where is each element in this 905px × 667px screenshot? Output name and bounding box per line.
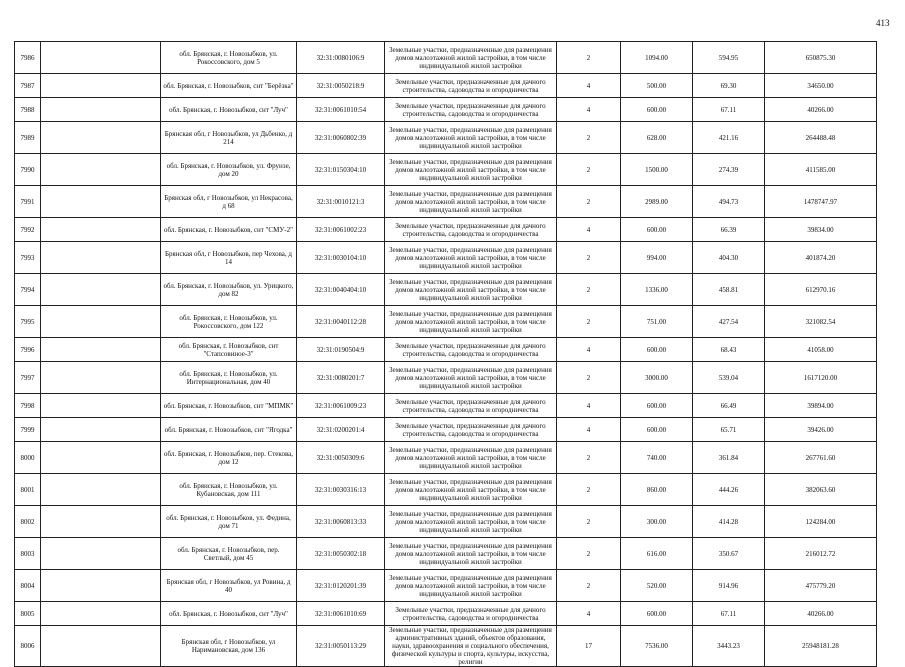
- table-row: [15, 122, 877, 154]
- row-number-cell: 8006: [15, 626, 41, 667]
- use-code-cell: 2: [557, 242, 621, 274]
- row-number-cell: 7986: [15, 42, 41, 74]
- row-number-cell: 8005: [15, 602, 41, 626]
- use-code-cell: 4: [557, 98, 621, 122]
- spacer-cell: [41, 242, 161, 274]
- cadastral-value-cell: 41058.00: [765, 338, 877, 362]
- cadastral-number-cell: 32:31:0050309:6: [297, 442, 385, 474]
- table-row: [15, 418, 877, 442]
- land-use-cell: Земельные участки, предназначенные для дачного строительства, садоводства и огородничества: [385, 418, 557, 442]
- spacer-cell: [41, 538, 161, 570]
- address-cell: обл. Брянская, г. Новозыбков, ул. Фрунзе, дом 20: [161, 154, 297, 186]
- spacer-cell: [41, 338, 161, 362]
- cadastral-number-cell: 32:31:0060813:33: [297, 506, 385, 538]
- spacer-cell: [41, 602, 161, 626]
- specific-value-cell: 539.04: [693, 362, 765, 394]
- address-cell: обл. Брянская, г. Новозыбков, снт "Ягодка": [161, 418, 297, 442]
- specific-value-cell: 66.49: [693, 394, 765, 418]
- table-row: [15, 394, 877, 418]
- spacer-cell: [41, 218, 161, 242]
- row-number-cell: 7997: [15, 362, 41, 394]
- address-cell: обл. Брянская, г. Новозыбков, ул. Рокоссовского, дом 122: [161, 306, 297, 338]
- land-use-cell: Земельные участки, предназначенные для размещения домов малоэтажной жилой застройки, в том числе индивидуальной жилой застройки: [385, 506, 557, 538]
- spacer-cell: [41, 394, 161, 418]
- address-cell: Брянская обл, г Новозыбков, ул Ровина, д 40: [161, 570, 297, 602]
- area-cell: 1336.00: [621, 274, 693, 306]
- specific-value-cell: 361.84: [693, 442, 765, 474]
- land-use-cell: Земельные участки, предназначенные для дачного строительства, садоводства и огородничества: [385, 98, 557, 122]
- use-code-cell: 4: [557, 338, 621, 362]
- use-code-cell: 4: [557, 394, 621, 418]
- cadastral-number-cell: 32:31:0060802:39: [297, 122, 385, 154]
- cadastral-number-cell: 32:31:0061010:54: [297, 98, 385, 122]
- row-number-cell: 7998: [15, 394, 41, 418]
- table-row: [15, 306, 877, 338]
- land-use-cell: Земельные участки, предназначенные для размещения домов малоэтажной жилой застройки, в том числе индивидуальной жилой застройки: [385, 442, 557, 474]
- land-use-cell: Земельные участки, предназначенные для размещения домов малоэтажной жилой застройки, в том числе индивидуальной жилой застройки: [385, 42, 557, 74]
- cadastral-value-cell: 1617120.00: [765, 362, 877, 394]
- address-cell: обл. Брянская, г. Новозыбков, снт "Стапсовиное-3": [161, 338, 297, 362]
- cadastral-value-cell: 39834.00: [765, 218, 877, 242]
- cadastral-number-cell: 32:31:0080106:9: [297, 42, 385, 74]
- cadastral-number-cell: 32:31:0030316:13: [297, 474, 385, 506]
- land-use-cell: Земельные участки, предназначенные для размещения домов малоэтажной жилой застройки, в том числе индивидуальной жилой застройки: [385, 186, 557, 218]
- cadastral-value-cell: 40266.00: [765, 602, 877, 626]
- specific-value-cell: 594.95: [693, 42, 765, 74]
- land-use-cell: Земельные участки, предназначенные для размещения домов малоэтажной жилой застройки, в том числе индивидуальной жилой застройки: [385, 274, 557, 306]
- specific-value-cell: 444.26: [693, 474, 765, 506]
- use-code-cell: 2: [557, 538, 621, 570]
- use-code-cell: 2: [557, 474, 621, 506]
- area-cell: 628.00: [621, 122, 693, 154]
- specific-value-cell: 914.96: [693, 570, 765, 602]
- table-body: [15, 42, 877, 667]
- area-cell: 740.00: [621, 442, 693, 474]
- address-cell: Брянская обл, г Новозыбков, ул Дьбенко, д 214: [161, 122, 297, 154]
- spacer-cell: [41, 274, 161, 306]
- use-code-cell: 2: [557, 570, 621, 602]
- area-cell: 600.00: [621, 602, 693, 626]
- table-row: [15, 362, 877, 394]
- use-code-cell: 2: [557, 186, 621, 218]
- cadastral-value-cell: 39426.00: [765, 418, 877, 442]
- specific-value-cell: 404.30: [693, 242, 765, 274]
- cadastral-value-cell: 216012.72: [765, 538, 877, 570]
- area-cell: 520.00: [621, 570, 693, 602]
- specific-value-cell: 421.16: [693, 122, 765, 154]
- table-row: [15, 626, 877, 667]
- row-number-cell: 8003: [15, 538, 41, 570]
- row-number-cell: 7988: [15, 98, 41, 122]
- cadastral-value-cell: 40266.00: [765, 98, 877, 122]
- row-number-cell: 7996: [15, 338, 41, 362]
- area-cell: 500.00: [621, 74, 693, 98]
- land-use-cell: Земельные участки, предназначенные для размещения домов малоэтажной жилой застройки, в том числе индивидуальной жилой застройки: [385, 154, 557, 186]
- cadastral-number-cell: 32:31:0061002:23: [297, 218, 385, 242]
- specific-value-cell: 274.39: [693, 154, 765, 186]
- address-cell: Брянская обл, г Новозыбков, пер Чехова, д 14: [161, 242, 297, 274]
- spacer-cell: [41, 42, 161, 74]
- specific-value-cell: 67.11: [693, 98, 765, 122]
- table-row: [15, 602, 877, 626]
- land-use-cell: Земельные участки, предназначенные для размещения домов малоэтажной жилой застройки, в том числе индивидуальной жилой застройки: [385, 242, 557, 274]
- use-code-cell: 4: [557, 74, 621, 98]
- row-number-cell: 8001: [15, 474, 41, 506]
- address-cell: обл. Брянская, г. Новозыбков, пер. Светлый, дом 45: [161, 538, 297, 570]
- cadastral-number-cell: 32:31:0050218:9: [297, 74, 385, 98]
- address-cell: обл. Брянская, г. Новозыбков, снт "МПМК": [161, 394, 297, 418]
- spacer-cell: [41, 98, 161, 122]
- cadastral-number-cell: 32:31:0040404:10: [297, 274, 385, 306]
- address-cell: обл. Брянская, г. Новозыбков, снт "Луч": [161, 98, 297, 122]
- use-code-cell: 2: [557, 154, 621, 186]
- use-code-cell: 4: [557, 218, 621, 242]
- cadastral-number-cell: 32:31:0030104:10: [297, 242, 385, 274]
- spacer-cell: [41, 306, 161, 338]
- spacer-cell: [41, 626, 161, 667]
- cadastral-value-cell: 475779.20: [765, 570, 877, 602]
- cadastral-number-cell: 32:31:0080201:7: [297, 362, 385, 394]
- cadastral-number-cell: 32:31:0061009:23: [297, 394, 385, 418]
- row-number-cell: 8000: [15, 442, 41, 474]
- area-cell: 1094.00: [621, 42, 693, 74]
- land-use-cell: Земельные участки, предназначенные для размещения домов малоэтажной жилой застройки, в том числе индивидуальной жилой застройки: [385, 362, 557, 394]
- row-number-cell: 7990: [15, 154, 41, 186]
- spacer-cell: [41, 442, 161, 474]
- row-number-cell: 7995: [15, 306, 41, 338]
- area-cell: 2989.00: [621, 186, 693, 218]
- specific-value-cell: 69.30: [693, 74, 765, 98]
- table-row: [15, 154, 877, 186]
- use-code-cell: 2: [557, 442, 621, 474]
- table-row: [15, 42, 877, 74]
- cadastral-value-cell: 650875.30: [765, 42, 877, 74]
- area-cell: 600.00: [621, 394, 693, 418]
- spacer-cell: [41, 506, 161, 538]
- cadastral-value-cell: 401874.20: [765, 242, 877, 274]
- specific-value-cell: 427.54: [693, 306, 765, 338]
- page-number: 413: [876, 18, 890, 28]
- land-use-cell: Земельные участки, предназначенные для дачного строительства, садоводства и огородничества: [385, 218, 557, 242]
- table-row: [15, 98, 877, 122]
- spacer-cell: [41, 154, 161, 186]
- area-cell: 600.00: [621, 98, 693, 122]
- use-code-cell: 17: [557, 626, 621, 667]
- table-row: [15, 442, 877, 474]
- cadastral-number-cell: 32:31:0040112:28: [297, 306, 385, 338]
- row-number-cell: 7993: [15, 242, 41, 274]
- cadastral-number-cell: 32:31:0120201:39: [297, 570, 385, 602]
- cadastral-value-cell: 1478747.97: [765, 186, 877, 218]
- address-cell: обл. Брянская, г. Новозыбков, ул. Рокоссовского, дом 5: [161, 42, 297, 74]
- spacer-cell: [41, 362, 161, 394]
- specific-value-cell: 68.43: [693, 338, 765, 362]
- row-number-cell: 7989: [15, 122, 41, 154]
- table-row: [15, 186, 877, 218]
- spacer-cell: [41, 474, 161, 506]
- land-use-cell: Земельные участки, предназначенные для размещения домов малоэтажной жилой застройки, в том числе индивидуальной жилой застройки: [385, 122, 557, 154]
- use-code-cell: 2: [557, 122, 621, 154]
- land-use-cell: Земельные участки, предназначенные для дачного строительства, садоводства и огородничества: [385, 74, 557, 98]
- area-cell: 616.00: [621, 538, 693, 570]
- row-number-cell: 8002: [15, 506, 41, 538]
- spacer-cell: [41, 418, 161, 442]
- land-use-cell: Земельные участки, предназначенные для дачного строительства, садоводства и огородничества: [385, 394, 557, 418]
- land-use-cell: Земельные участки, предназначенные для дачного строительства, садоводства и огородничества: [385, 602, 557, 626]
- specific-value-cell: 65.71: [693, 418, 765, 442]
- cadastral-value-cell: 267761.60: [765, 442, 877, 474]
- address-cell: обл. Брянская, г. Новозыбков, снт "Луч": [161, 602, 297, 626]
- row-number-cell: 8004: [15, 570, 41, 602]
- use-code-cell: 4: [557, 418, 621, 442]
- table-row: [15, 218, 877, 242]
- cadastral-value-cell: 382063.60: [765, 474, 877, 506]
- cadastral-number-cell: 32:31:0200201:4: [297, 418, 385, 442]
- land-use-cell: Земельные участки, предназначенные для размещения домов малоэтажной жилой застройки, в том числе индивидуальной жилой застройки: [385, 306, 557, 338]
- table-row: [15, 242, 877, 274]
- use-code-cell: 2: [557, 42, 621, 74]
- address-cell: обл. Брянская, г. Новозыбков, ул. Урицкого, дом 82: [161, 274, 297, 306]
- table-row: [15, 538, 877, 570]
- use-code-cell: 2: [557, 306, 621, 338]
- specific-value-cell: 67.11: [693, 602, 765, 626]
- address-cell: обл. Брянская, г. Новозыбков, снт "Берёзка": [161, 74, 297, 98]
- cadastral-value-cell: 39894.00: [765, 394, 877, 418]
- row-number-cell: 7987: [15, 74, 41, 98]
- row-number-cell: 7999: [15, 418, 41, 442]
- address-cell: обл. Брянская, г. Новозыбков, снт "СМУ-2": [161, 218, 297, 242]
- address-cell: обл. Брянская, г. Новозыбков, ул. Федина, дом 71: [161, 506, 297, 538]
- spacer-cell: [41, 186, 161, 218]
- row-number-cell: 7991: [15, 186, 41, 218]
- address-cell: обл. Брянская, г. Новозыбков, ул. Интернациональная, дом 40: [161, 362, 297, 394]
- cadastral-number-cell: 32:31:0190504:9: [297, 338, 385, 362]
- area-cell: 300.00: [621, 506, 693, 538]
- area-cell: 3000.00: [621, 362, 693, 394]
- area-cell: 994.00: [621, 242, 693, 274]
- cadastral-value-cell: 264488.48: [765, 122, 877, 154]
- area-cell: 7536.00: [621, 626, 693, 667]
- use-code-cell: 4: [557, 602, 621, 626]
- specific-value-cell: 66.39: [693, 218, 765, 242]
- spacer-cell: [41, 74, 161, 98]
- address-cell: Брянская обл, г Новозыбков, ул Наримановская, дом 136: [161, 626, 297, 667]
- area-cell: 751.00: [621, 306, 693, 338]
- land-use-cell: Земельные участки, предназначенные для размещения домов малоэтажной жилой застройки, в том числе индивидуальной жилой застройки: [385, 474, 557, 506]
- table-row: [15, 274, 877, 306]
- row-number-cell: 7994: [15, 274, 41, 306]
- area-cell: 860.00: [621, 474, 693, 506]
- cadastral-number-cell: 32:31:0061010:69: [297, 602, 385, 626]
- cadastral-value-cell: 612970.16: [765, 274, 877, 306]
- cadastral-value-cell: 124284.00: [765, 506, 877, 538]
- use-code-cell: 2: [557, 506, 621, 538]
- land-use-cell: Земельные участки, предназначенные для размещения домов малоэтажной жилой застройки, в том числе индивидуальной жилой застройки: [385, 538, 557, 570]
- use-code-cell: 2: [557, 274, 621, 306]
- cadastral-value-cell: 321082.54: [765, 306, 877, 338]
- table-row: [15, 474, 877, 506]
- specific-value-cell: 3443.23: [693, 626, 765, 667]
- cadastral-number-cell: 32:31:0010121:3: [297, 186, 385, 218]
- cadastral-value-cell: 34650.00: [765, 74, 877, 98]
- land-use-cell: Земельные участки, предназначенные для размещения домов малоэтажной жилой застройки, в том числе индивидуальной жилой застройки: [385, 570, 557, 602]
- specific-value-cell: 350.67: [693, 538, 765, 570]
- land-use-cell: Земельные участки, предназначенные для дачного строительства, садоводства и огородничества: [385, 338, 557, 362]
- cadastral-number-cell: 32:31:0150304:10: [297, 154, 385, 186]
- specific-value-cell: 414.28: [693, 506, 765, 538]
- use-code-cell: 2: [557, 362, 621, 394]
- address-cell: обл. Брянская, г. Новозыбков, ул. Кубановская, дом 111: [161, 474, 297, 506]
- land-use-cell: Земельные участки, предназначенные для размещения административных зданий, объектов образования, науки, здравоохранения и социального обеспечения, физической культуры и спорта, культуры, искусства, религии: [385, 626, 557, 667]
- area-cell: 600.00: [621, 338, 693, 362]
- area-cell: 600.00: [621, 218, 693, 242]
- land-register-table: [14, 41, 877, 667]
- cadastral-number-cell: 32:31:0050113:29: [297, 626, 385, 667]
- area-cell: 1500.00: [621, 154, 693, 186]
- table-row: [15, 570, 877, 602]
- table-row: [15, 506, 877, 538]
- cadastral-value-cell: 411585.00: [765, 154, 877, 186]
- specific-value-cell: 458.81: [693, 274, 765, 306]
- area-cell: 600.00: [621, 418, 693, 442]
- address-cell: обл. Брянская, г. Новозыбков, пер. Стекова, дом 12: [161, 442, 297, 474]
- row-number-cell: 7992: [15, 218, 41, 242]
- specific-value-cell: 494.73: [693, 186, 765, 218]
- cadastral-value-cell: 25948181.28: [765, 626, 877, 667]
- cadastral-number-cell: 32:31:0050302:18: [297, 538, 385, 570]
- address-cell: Брянская обл, г Новозыбков, ул Некрасова, д 68: [161, 186, 297, 218]
- table-row: [15, 338, 877, 362]
- spacer-cell: [41, 570, 161, 602]
- spacer-cell: [41, 122, 161, 154]
- table-row: [15, 74, 877, 98]
